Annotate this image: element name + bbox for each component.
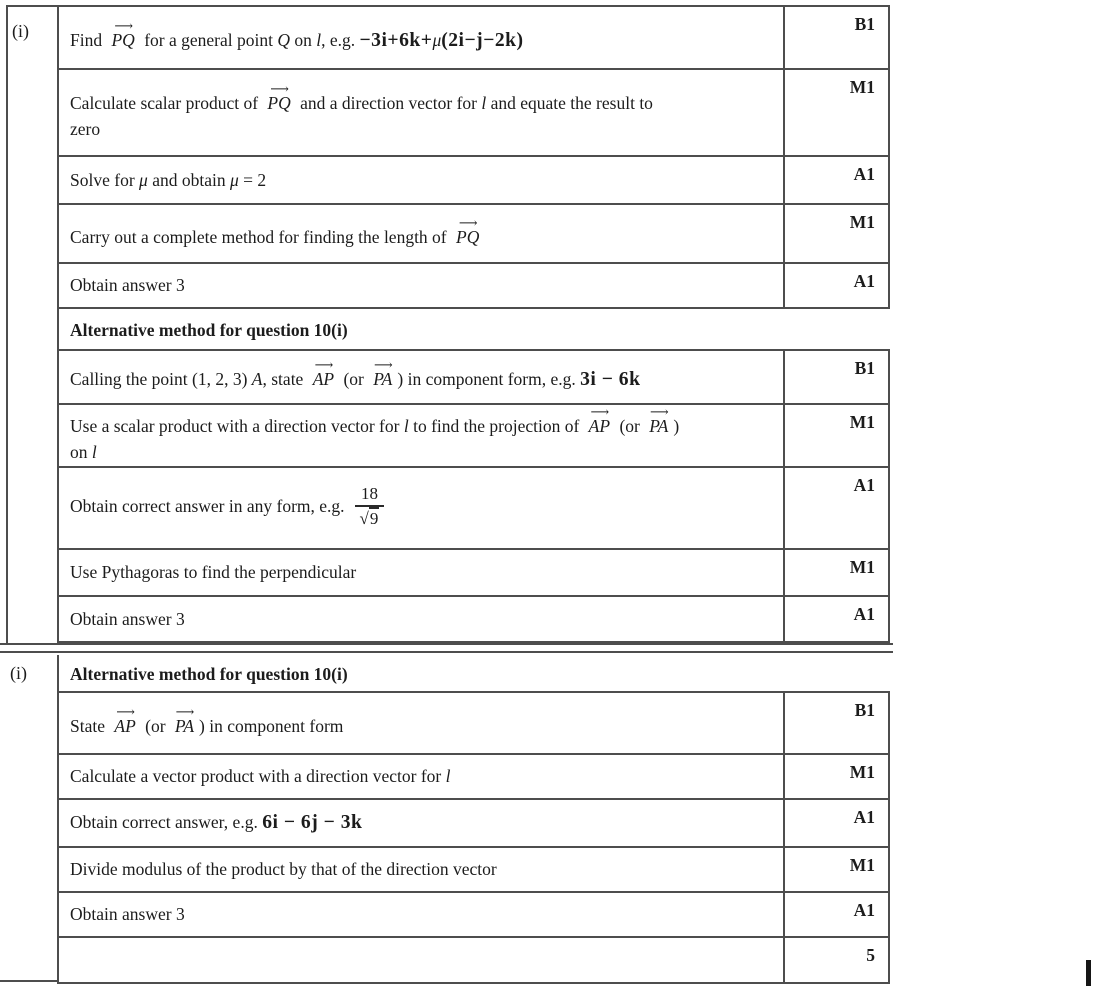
- table-row: [59, 205, 890, 264]
- text-cursor: [1086, 960, 1091, 986]
- table-row: [59, 468, 890, 550]
- vector-notation: PA ⟶: [173, 706, 196, 739]
- table-row: [59, 70, 890, 157]
- mark-cell: M1: [783, 405, 888, 466]
- mark-cell: A1: [783, 800, 888, 846]
- table-row: [59, 597, 890, 643]
- bottom-rule: [0, 980, 59, 982]
- vector-notation: PQ ⟶: [265, 83, 292, 116]
- mark-cell: M1: [783, 70, 888, 155]
- criterion-text: Calling the point (1, 2, 3) A, state AP ⟶ (or PA ⟶ ) in component form, e.g. 3i − 6k: [59, 351, 783, 403]
- criterion-text: State AP ⟶ (or PA ⟶ ) in component form: [59, 693, 783, 753]
- total-row: [59, 938, 890, 982]
- mark-cell: A1: [783, 468, 888, 548]
- criterion-text: Solve for μ and obtain μ = 2: [70, 169, 267, 190]
- vector-notation: PQ ⟶: [109, 20, 136, 53]
- table-row: [59, 351, 890, 405]
- mark-cell: A1: [783, 597, 888, 641]
- criterion-text: Use a scalar product with a direction vector for l to find the projection of AP ⟶ (or PA ⟶ ) on l: [59, 405, 783, 466]
- criterion-text: Calculate scalar product of PQ ⟶ and a direction vector for l and equate the result to zero: [59, 70, 783, 155]
- mark-cell: B1: [783, 7, 888, 68]
- mark-cell: A1: [783, 264, 888, 307]
- table-row: [59, 550, 890, 597]
- mark-cell: M1: [783, 205, 888, 262]
- mark-cell: M1: [783, 550, 888, 595]
- criterion-text: Divide modulus of the product by that of the direction vector: [70, 859, 497, 880]
- mark-cell: A1: [783, 157, 888, 203]
- criterion-text: Obtain answer 3: [70, 608, 185, 629]
- criterion-text: Obtain answer 3: [70, 275, 185, 296]
- alt-method-header-row: [59, 309, 890, 351]
- criterion-text: Find PQ ⟶ for a general point Q on l, e.g. −3i+6k+μ(2i−j−2k): [59, 7, 783, 68]
- question-part-label: (i): [10, 663, 27, 683]
- table-row: [59, 893, 890, 938]
- criterion-text: Calculate a vector product with a direction vector for l: [70, 766, 451, 787]
- table-row: [59, 7, 890, 70]
- mark-scheme-table-1: [57, 5, 890, 643]
- vector-notation: PQ ⟶: [454, 217, 481, 250]
- table-row: [59, 157, 890, 205]
- fraction: $\frac{18}{√9}$: [355, 483, 384, 529]
- mark-cell: B1: [783, 351, 888, 403]
- table-row: [59, 264, 890, 309]
- mark-cell: M1: [783, 848, 888, 891]
- criterion-text: Obtain correct answer, e.g. 6i − 6j − 3k: [70, 812, 363, 834]
- table-row: [59, 405, 890, 468]
- question-part-label: (i): [6, 5, 57, 643]
- criterion-text: Carry out a complete method for finding the length of PQ ⟶: [59, 205, 783, 262]
- vector-notation: AP ⟶: [587, 406, 612, 439]
- criterion-text: Obtain answer 3: [70, 904, 185, 925]
- section-divider: [0, 643, 893, 653]
- section-2: [6, 655, 890, 984]
- table-row: [59, 693, 890, 755]
- radical-sign: √: [359, 508, 369, 528]
- criterion-text: Use Pythagoras to find the perpendicular: [70, 562, 357, 583]
- mark-cell: B1: [783, 693, 888, 753]
- mark-cell: M1: [783, 755, 888, 798]
- alt-method-header: Alternative method for question 10(i): [70, 663, 348, 684]
- alt-method-header: Alternative method for question 10(i): [70, 319, 348, 340]
- vector-notation: PA ⟶: [371, 359, 394, 392]
- section-1: [6, 5, 890, 643]
- mark-cell: A1: [783, 893, 888, 936]
- mark-scheme-table-2: [57, 655, 890, 984]
- vector-notation: AP ⟶: [112, 706, 137, 739]
- vector-notation: PA ⟶: [647, 406, 670, 439]
- total-marks-cell: 5: [783, 938, 888, 982]
- criterion-text: [59, 938, 783, 982]
- table-row: [59, 848, 890, 893]
- criterion-text: Obtain correct answer in any form, e.g. $\frac{18}{√9}$: [59, 468, 783, 548]
- vector-notation: AP ⟶: [311, 359, 336, 392]
- alt-method-header-row: [59, 655, 890, 693]
- table-row: [59, 755, 890, 800]
- table-row: [59, 800, 890, 848]
